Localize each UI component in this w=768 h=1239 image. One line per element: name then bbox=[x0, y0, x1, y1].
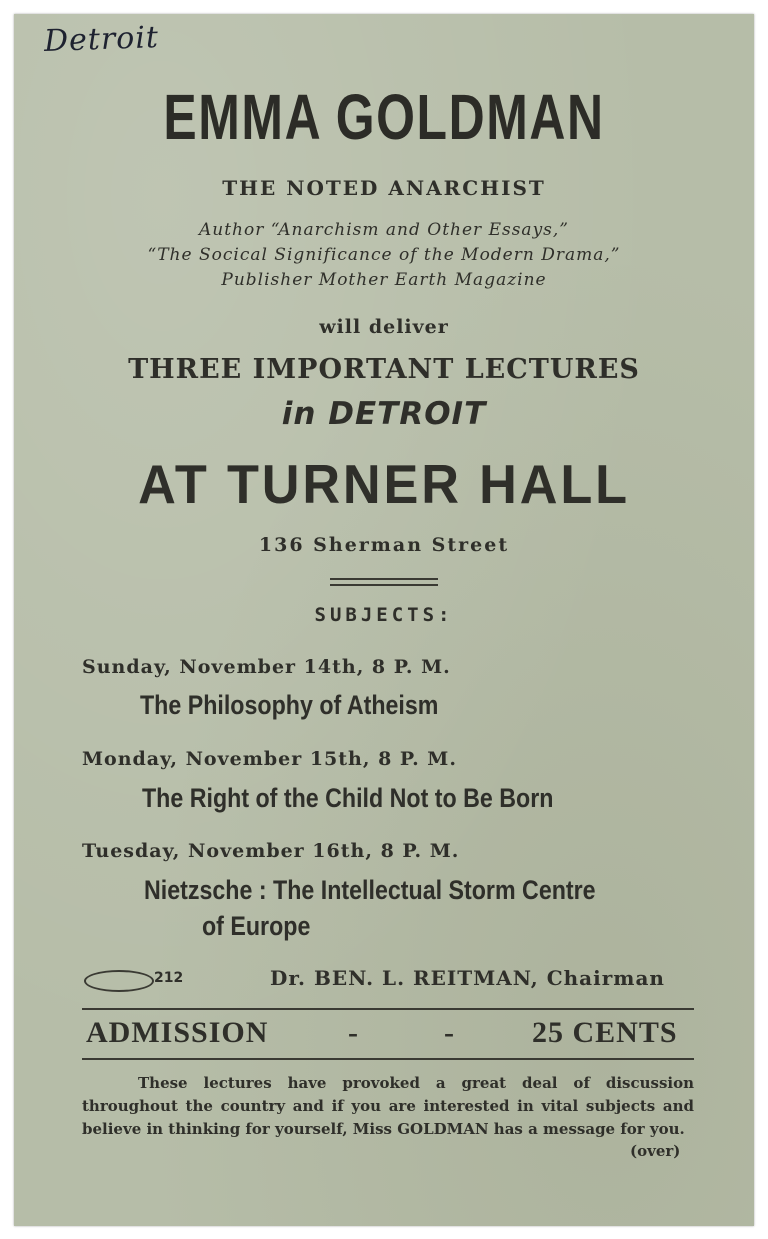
lecture-3-date: Tuesday, November 16th, 8 P. M. bbox=[82, 840, 460, 862]
admission-dashes: - - bbox=[348, 1016, 455, 1049]
admission-rule-bottom bbox=[82, 1058, 694, 1060]
subheadline: THE NOTED ANARCHIST bbox=[222, 176, 546, 200]
union-label-number: 212 bbox=[154, 970, 184, 986]
lecture-2-date: Monday, November 15th, 8 P. M. bbox=[82, 748, 457, 770]
divider-bottom bbox=[330, 584, 438, 586]
chairman-credit: Dr. BEN. L. REITMAN, Chairman bbox=[270, 966, 665, 990]
subjects-heading: SUBJECTS: bbox=[314, 604, 454, 626]
author-line-2: “The Socical Significance of the Modern Drama,” bbox=[147, 245, 621, 265]
union-label-seal bbox=[84, 970, 154, 992]
venue-heading: AT TURNER HALL bbox=[138, 453, 630, 515]
admission-label: ADMISSION bbox=[86, 1016, 269, 1049]
handwritten-annotation: Detroit bbox=[43, 20, 160, 59]
lecture-3-title-line-2: of Europe bbox=[202, 911, 311, 941]
lecture-2-title: The Right of the Child Not to Be Born bbox=[142, 783, 554, 813]
street-address: 136 Sherman Street bbox=[258, 534, 510, 556]
lecture-1-title: The Philosophy of Atheism bbox=[140, 690, 439, 720]
notice-paragraph bbox=[82, 1072, 694, 1141]
deliver-text: will deliver bbox=[319, 316, 449, 338]
notice-text: These lectures have provoked a great deal of discussion throughout the country and if you are interested in vital subjects and believe in thinking for yourself, Miss GOLDMAN has a message for you. bbox=[82, 1074, 694, 1138]
city-prefix: in bbox=[281, 396, 317, 432]
lecture-3-title-line-1: Nietzsche : The Intellectual Storm Centre bbox=[144, 875, 596, 905]
city-name: DETROIT bbox=[328, 396, 487, 432]
over-note: (over) bbox=[630, 1142, 681, 1160]
city-line bbox=[14, 396, 754, 432]
lecture-1-date: Sunday, November 14th, 8 P. M. bbox=[82, 656, 451, 678]
admission-rule-top bbox=[82, 1008, 694, 1010]
author-line-1: Author “Anarchism and Other Essays,” bbox=[198, 220, 569, 240]
handbill-card bbox=[14, 14, 754, 1226]
divider-top bbox=[330, 578, 438, 580]
lectures-heading: THREE IMPORTANT LECTURES bbox=[128, 354, 640, 385]
headline-name: EMMA GOLDMAN bbox=[163, 81, 605, 153]
author-line-3: Publisher Mother Earth Magazine bbox=[221, 270, 547, 290]
admission-price: 25 CENTS bbox=[532, 1016, 678, 1049]
